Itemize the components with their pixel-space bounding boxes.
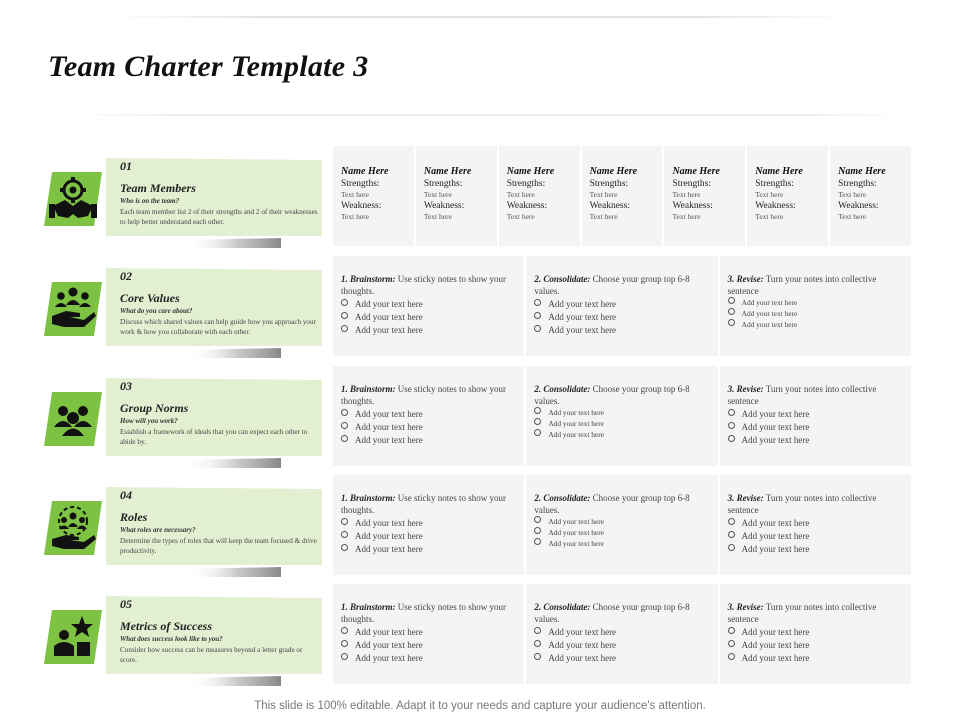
step-list-item (341, 311, 516, 324)
strengths-text: Text here (506, 190, 535, 199)
bullet-icon (341, 299, 348, 306)
bullet-icon (728, 297, 735, 304)
section-question: How will you work? (120, 417, 178, 425)
step-item-text: Add your text here (355, 311, 423, 322)
step-items (728, 626, 903, 664)
step-item-text: Add your text here (548, 324, 617, 335)
consolidate-step-header (534, 602, 709, 625)
consolidate-label: 2. Consolidate: (534, 602, 591, 612)
step-items (534, 408, 709, 440)
section-team-members (0, 146, 960, 246)
step-item-text: Add your text here (355, 421, 423, 432)
strengths-label: Strengths: (755, 179, 794, 189)
bullet-icon (341, 531, 348, 538)
bullet-icon (728, 640, 735, 647)
group-people-icon (44, 390, 102, 448)
strengths-label: Strengths: (423, 179, 463, 189)
section-icon-box (44, 608, 102, 666)
revise-step-header (728, 384, 903, 407)
revise-instructions: Turn your notes into collective sentence (727, 384, 877, 406)
bullet-icon (728, 319, 735, 326)
step-list-item (341, 434, 516, 447)
weakness-label: Weakness: (423, 201, 465, 211)
step-item-text: Add your text here (741, 530, 810, 541)
brainstorm-label: 1. Brainstorm: (341, 602, 396, 612)
section-info-panel (106, 487, 322, 577)
step-item-text: Add your text here (741, 639, 810, 650)
section-icon-box (44, 170, 102, 228)
consolidate-step-header (534, 493, 709, 516)
member-name: Name Here (589, 166, 638, 177)
brainstorm-instructions: Use sticky notes to show your thoughts. (341, 493, 507, 515)
step-item-text: Add your text here (548, 299, 617, 309)
member-card (416, 146, 497, 246)
consolidate-instructions: Choose your group top 6-8 values. (534, 493, 690, 515)
strengths-text: Text here (423, 190, 452, 199)
bullet-icon (341, 422, 348, 429)
title-divider (70, 114, 910, 116)
consolidate-label: 2. Consolidate: (534, 493, 591, 503)
step-item-text: Add your text here (548, 408, 604, 417)
section-info-panel (106, 378, 322, 468)
bullet-icon (341, 312, 348, 319)
steps-grid (333, 366, 911, 466)
strengths-label: Strengths: (506, 179, 546, 189)
step-list-item (341, 530, 516, 543)
step-item-text: Add your text here (741, 421, 810, 432)
bullet-icon (341, 640, 348, 647)
step-list-item (341, 298, 516, 311)
step-list-item (728, 421, 903, 434)
step-list-item (728, 320, 903, 331)
footer-note: This slide is 100% editable. Adapt it to your needs and capture your audience's attention. (254, 700, 706, 712)
weakness-text: Text here (755, 212, 784, 221)
steps-grid (333, 475, 911, 575)
bullet-icon (341, 653, 348, 660)
brainstorm-instructions: Use sticky notes to show your thoughts. (341, 384, 507, 406)
step-items (341, 626, 516, 664)
member-card (747, 146, 828, 246)
bullet-icon (728, 653, 735, 660)
revise-step-cell (720, 475, 911, 575)
step-list-item (341, 652, 516, 665)
consolidate-instructions: Choose your group top 6-8 values. (534, 602, 690, 624)
bullet-icon (534, 538, 541, 545)
bullet-icon (728, 518, 735, 525)
strengths-label: Strengths: (589, 179, 629, 189)
bullet-icon (728, 627, 735, 634)
member-name: Name Here (755, 166, 803, 177)
revise-step-header (728, 274, 903, 297)
step-list-item (728, 626, 903, 639)
section-info-panel (106, 596, 322, 686)
handshake-gear-icon (44, 170, 102, 228)
step-item-text: Add your text here (355, 627, 423, 637)
strengths-label: Strengths: (838, 179, 877, 189)
revise-label: 3. Revise: (727, 602, 764, 612)
consolidate-label: 2. Consolidate: (534, 384, 591, 394)
bullet-icon (728, 409, 735, 416)
member-name: Name Here (341, 166, 389, 177)
steps-grid (333, 256, 911, 356)
weakness-label: Weakness: (589, 201, 630, 211)
page-title: Team Charter Template 3 (48, 50, 369, 83)
step-item-text: Add your text here (741, 652, 810, 663)
step-list-item (341, 408, 516, 421)
section-question: What roles are necessary? (120, 526, 196, 534)
section-icon-box (44, 280, 102, 338)
strengths-text: Text here (838, 190, 867, 199)
step-list-item (728, 517, 903, 530)
step-items (534, 626, 709, 664)
section-number: 04 (120, 488, 132, 502)
bullet-icon (341, 325, 348, 332)
step-list-item (534, 430, 709, 441)
revise-step-header (728, 602, 903, 625)
section-metrics-of-success (0, 584, 960, 684)
step-item-text: Add your text here (548, 527, 604, 537)
step-items (341, 408, 516, 446)
step-item-text: Add your text here (355, 299, 423, 309)
bullet-icon (728, 435, 735, 442)
section-icon-box (44, 390, 102, 448)
section-description: Determine the types of roles that will keep the team focused & drive productivity. (120, 537, 317, 556)
step-list-item (341, 324, 516, 337)
revise-label: 3. Revise: (727, 493, 764, 503)
bullet-icon (534, 418, 541, 425)
step-item-text: Add your text here (741, 518, 810, 528)
consolidate-step-header (534, 274, 709, 297)
step-items (341, 298, 516, 336)
section-description: Each team member list 2 of their strengths and 2 of their weaknesses to help better understand each other. (120, 208, 318, 227)
bullet-icon (534, 312, 541, 319)
section-heading: Core Values (120, 291, 180, 305)
brainstorm-step-header (341, 493, 516, 516)
member-card (582, 146, 663, 246)
weakness-text: Text here (341, 212, 370, 221)
brainstorm-step-cell (333, 366, 524, 466)
weakness-label: Weakness: (838, 201, 879, 211)
weakness-label: Weakness: (506, 201, 548, 211)
step-items (534, 298, 709, 336)
revise-instructions: Turn your notes into collective sentence (727, 274, 877, 296)
weakness-label: Weakness: (341, 201, 382, 211)
consolidate-label: 2. Consolidate: (534, 274, 591, 284)
revise-instructions: Turn your notes into collective sentence (727, 602, 877, 624)
step-item-text: Add your text here (741, 298, 798, 307)
member-name: Name Here (506, 166, 555, 177)
weakness-text: Text here (672, 212, 701, 221)
member-card (830, 146, 911, 246)
bullet-icon (534, 653, 541, 660)
step-list-item (534, 539, 709, 550)
step-item-text: Add your text here (741, 319, 798, 329)
step-item-text: Add your text here (741, 627, 810, 637)
brainstorm-step-cell (333, 584, 524, 684)
step-list-item (341, 517, 516, 530)
bullet-icon (534, 429, 541, 436)
brainstorm-step-cell (333, 256, 524, 356)
person-star-icon (44, 608, 102, 666)
brainstorm-label: 1. Brainstorm: (341, 274, 396, 284)
members-grid (333, 146, 911, 246)
step-list-item (534, 652, 709, 665)
step-item-text: Add your text here (355, 434, 423, 445)
section-description: Establish a framework of ideals that you can expect each other to abide by. (120, 428, 308, 447)
step-items (728, 408, 903, 446)
step-list-item (534, 298, 709, 311)
bullet-icon (728, 531, 735, 538)
consolidate-step-cell (526, 366, 717, 466)
step-items (341, 517, 516, 555)
consolidate-instructions: Choose your group top 6-8 values. (534, 384, 690, 406)
weakness-text: Text here (506, 212, 535, 221)
brainstorm-step-header (341, 274, 516, 297)
step-item-text: Add your text here (355, 518, 423, 528)
weakness-text: Text here (838, 212, 867, 221)
step-list-item (534, 311, 709, 324)
section-number: 05 (120, 597, 132, 611)
revise-instructions: Turn your notes into collective sentence (727, 493, 877, 515)
consolidate-step-cell (526, 256, 717, 356)
brainstorm-label: 1. Brainstorm: (341, 493, 396, 503)
section-heading: Group Norms (120, 401, 189, 415)
step-item-text: Add your text here (548, 418, 604, 428)
step-list-item (728, 639, 903, 652)
step-list-item (728, 543, 903, 556)
weakness-label: Weakness: (755, 201, 796, 211)
step-item-text: Add your text here (355, 543, 423, 554)
member-card (664, 146, 745, 246)
section-description: Discuss which shared values can help guide how you approach your work & how you collaborate with each other. (120, 318, 317, 337)
step-list-item (341, 626, 516, 639)
bullet-icon (341, 409, 348, 416)
section-heading: Team Members (120, 181, 196, 195)
section-question: What does success look like to you? (120, 635, 223, 643)
revise-step-cell (720, 256, 911, 356)
consolidate-step-header (534, 384, 709, 407)
step-list-item (534, 408, 709, 419)
bullet-icon (534, 407, 541, 414)
step-item-text: Add your text here (355, 324, 423, 335)
team-circle-hand-icon (44, 499, 102, 557)
consolidate-step-cell (526, 584, 717, 684)
member-name: Name Here (672, 166, 720, 177)
team-hand-icon (44, 280, 102, 338)
brainstorm-step-cell (333, 475, 524, 575)
bullet-icon (341, 544, 348, 551)
consolidate-step-cell (526, 475, 717, 575)
step-item-text: Add your text here (548, 311, 617, 322)
step-list-item (728, 408, 903, 421)
step-item-text: Add your text here (548, 652, 617, 663)
step-list-item (534, 626, 709, 639)
section-info-panel (106, 158, 322, 248)
section-heading: Metrics of Success (120, 619, 212, 633)
bullet-icon (534, 627, 541, 634)
strengths-label: Strengths: (341, 179, 380, 189)
step-item-text: Add your text here (548, 517, 604, 526)
member-name: Name Here (838, 166, 886, 177)
step-item-text: Add your text here (548, 429, 604, 439)
section-question: Who is on the team? (120, 197, 180, 205)
revise-step-header (728, 493, 903, 516)
brainstorm-label: 1. Brainstorm: (341, 384, 396, 394)
bullet-icon (341, 518, 348, 525)
step-list-item (534, 419, 709, 430)
consolidate-instructions: Choose your group top 6-8 values. (534, 274, 690, 296)
strengths-text: Text here (755, 190, 784, 199)
section-group-norms (0, 366, 960, 466)
step-list-item (341, 421, 516, 434)
step-item-text: Add your text here (741, 308, 798, 318)
revise-label: 3. Revise: (727, 274, 764, 284)
strengths-text: Text here (589, 190, 618, 199)
member-name: Name Here (423, 166, 472, 177)
bullet-icon (534, 299, 541, 306)
bullet-icon (534, 325, 541, 332)
brainstorm-step-header (341, 602, 516, 625)
member-card (499, 146, 580, 246)
step-item-text: Add your text here (355, 409, 423, 419)
revise-label: 3. Revise: (727, 384, 764, 394)
step-list-item (534, 528, 709, 539)
step-list-item (534, 517, 709, 528)
section-roles (0, 475, 960, 575)
step-item-text: Add your text here (355, 639, 423, 650)
steps-grid (333, 584, 911, 684)
member-card (333, 146, 414, 246)
section-info-panel (106, 268, 322, 358)
step-items (534, 517, 709, 549)
bullet-icon (534, 516, 541, 523)
bullet-icon (728, 544, 735, 551)
weakness-label: Weakness: (672, 201, 713, 211)
step-item-text: Add your text here (741, 434, 810, 445)
section-number: 02 (120, 269, 132, 283)
step-item-text: Add your text here (548, 639, 617, 650)
section-core-values (0, 256, 960, 356)
section-description: Consider how success can be measures beyond a letter grade or score. (120, 646, 303, 665)
bullet-icon (341, 627, 348, 634)
bullet-icon (728, 422, 735, 429)
section-question: What do you care about? (120, 307, 193, 315)
revise-step-cell (720, 584, 911, 684)
bullet-icon (534, 527, 541, 534)
brainstorm-step-header (341, 384, 516, 407)
weakness-text: Text here (423, 212, 452, 221)
step-item-text: Add your text here (741, 409, 810, 419)
step-item-text: Add your text here (548, 538, 604, 548)
step-list-item (534, 639, 709, 652)
step-list-item (728, 652, 903, 665)
step-list-item (728, 309, 903, 320)
step-list-item (728, 434, 903, 447)
section-number: 01 (120, 159, 132, 173)
step-list-item (534, 324, 709, 337)
step-list-item (341, 639, 516, 652)
weakness-text: Text here (589, 212, 618, 221)
strengths-text: Text here (672, 190, 701, 199)
bullet-icon (534, 640, 541, 647)
revise-step-cell (720, 366, 911, 466)
section-icon-box (44, 499, 102, 557)
step-list-item (728, 298, 903, 309)
step-item-text: Add your text here (355, 530, 423, 541)
step-item-text: Add your text here (355, 652, 423, 663)
strengths-label: Strengths: (672, 179, 711, 189)
step-items (728, 298, 903, 330)
bullet-icon (341, 435, 348, 442)
strengths-text: Text here (341, 190, 370, 199)
section-number: 03 (120, 379, 132, 393)
step-item-text: Add your text here (548, 627, 617, 637)
step-items (728, 517, 903, 555)
section-heading: Roles (120, 510, 148, 524)
step-item-text: Add your text here (741, 543, 810, 554)
step-list-item (341, 543, 516, 556)
top-divider (110, 16, 850, 18)
step-list-item (728, 530, 903, 543)
brainstorm-instructions: Use sticky notes to show your thoughts. (341, 274, 507, 296)
brainstorm-instructions: Use sticky notes to show your thoughts. (341, 602, 507, 624)
bullet-icon (728, 308, 735, 315)
